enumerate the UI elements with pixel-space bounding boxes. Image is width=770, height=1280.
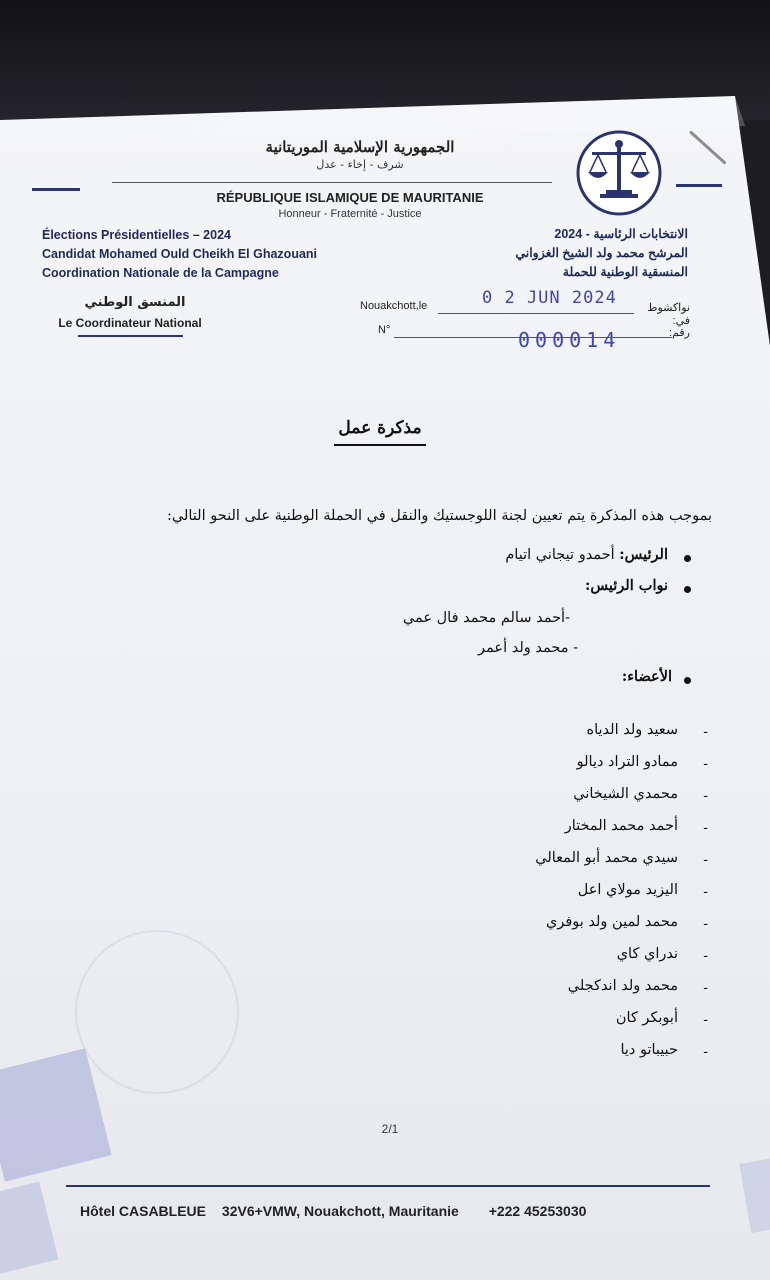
footer — [80, 1203, 720, 1219]
footer-address: 32V6+VMW, Nouakchott, Mauritanie — [221, 1203, 459, 1219]
president-line — [380, 546, 668, 563]
member-name: محمد ولد اندكجلي — [567, 978, 678, 994]
campaign-line-fr-3: Coordination Nationale de la Campagne — [42, 266, 279, 280]
member-name: اليزيد مولاي اعل — [577, 882, 678, 898]
list-item: - سعيد ولد الدياه — [586, 722, 708, 740]
date-label-arabic: نواكشوط في: — [647, 302, 690, 327]
list-item: - ممادو التراد ديالو — [576, 754, 708, 772]
date-line — [438, 313, 634, 314]
page-number: 2/1 — [381, 1122, 399, 1136]
vice-label: نواب الرئيس: — [585, 577, 668, 594]
list-item: - أحمد محمد المختار — [564, 818, 708, 836]
footer-phone: +222 45253030 — [488, 1203, 587, 1219]
president-name: أحمدو تيجاني اتيام — [505, 547, 615, 563]
member-name: ممادو التراد ديالو — [576, 754, 678, 770]
members-label: الأعضاء: — [621, 668, 672, 685]
list-item: - ندراي كاي — [616, 946, 708, 964]
vice-member-2: - محمد ولد أعمر — [478, 640, 578, 656]
footer-divider — [66, 1185, 710, 1187]
number-label-arabic: رقم: — [669, 327, 690, 339]
date-label-french: Nouakchott,le — [360, 300, 428, 312]
list-item: - أبوبكر كان — [615, 1010, 708, 1028]
campaign-line-ar-2: المرشح محمد ولد الشيخ الغزواني — [515, 246, 688, 260]
campaign-line-ar-1: الانتخابات الرئاسية - 2024 — [554, 227, 688, 241]
campaign-line-fr-2: Candidat Mohamed Ould Cheikh El Ghazouani — [42, 247, 318, 261]
member-name: حبيباتو ديا — [620, 1042, 678, 1058]
members-list — [420, 722, 720, 1074]
memo-title: مذكرة عمل — [338, 418, 422, 438]
bullet-vice — [684, 586, 691, 593]
list-item: - اليزيد مولاي اعل — [577, 882, 708, 900]
number-label-french: N° — [378, 324, 391, 336]
coordinator-french: Le Coordinateur National — [58, 316, 202, 330]
header-divider-thin — [112, 182, 552, 183]
list-item: - محمد ولد اندكجلي — [567, 978, 708, 996]
scales-of-justice-icon — [576, 130, 662, 216]
list-item: - حبيباتو ديا — [620, 1042, 708, 1060]
campaign-line-fr-1: Élections Présidentielles – 2024 — [42, 228, 231, 242]
list-item: - سيدي محمد أبو المعالي — [535, 850, 708, 868]
header-bar-right — [676, 184, 722, 187]
number-stamp: 000014 — [518, 328, 621, 352]
member-name: سعيد ولد الدياه — [586, 722, 678, 738]
member-name: أبوبكر كان — [615, 1010, 678, 1026]
header-motto-arabic: شرف - إخاء - عدل — [316, 158, 404, 171]
watermark-seal — [75, 930, 239, 1094]
bullet-president — [684, 555, 691, 562]
header-bar-left — [32, 188, 80, 191]
president-label: الرئيس: — [619, 546, 668, 563]
list-item: - محمد لمين ولد بوفري — [545, 914, 708, 932]
date-stamp: 0 2 JUN 2024 — [482, 288, 617, 308]
header-republic-arabic: الجمهورية الإسلامية الموريتانية — [265, 138, 455, 156]
member-name: أحمد محمد المختار — [564, 818, 678, 834]
member-name: سيدي محمد أبو المعالي — [535, 850, 678, 866]
campaign-info-french — [42, 226, 372, 283]
vice-member-1: -أحمد سالم محمد فال عمي — [402, 610, 570, 626]
coordinator-arabic: المنسق الوطني — [84, 295, 186, 310]
memo-title-underline — [334, 444, 426, 446]
member-name: محمد لمين ولد بوفري — [545, 914, 678, 930]
header-republic-french: RÉPUBLIQUE ISLAMIQUE DE MAURITANIE — [216, 190, 484, 205]
header-motto-french: Honneur - Fraternité - Justice — [278, 208, 422, 220]
list-item: - محمدي الشيخاني — [573, 786, 708, 804]
memo-intro: بموجب هذه المذكرة يتم تعيين لجنة اللوجستيك والنقل في الحملة الوطنية على النحو التالي: — [166, 508, 712, 524]
footer-hotel: Hôtel CASABLEUE — [80, 1203, 207, 1219]
coordinator-underline — [78, 335, 183, 337]
campaign-line-ar-3: المنسقية الوطنية للحملة — [562, 265, 688, 279]
campaign-info-arabic — [430, 225, 688, 282]
member-name: محمدي الشيخاني — [573, 786, 678, 802]
bullet-members — [684, 677, 691, 684]
member-name: ندراي كاي — [616, 946, 678, 962]
